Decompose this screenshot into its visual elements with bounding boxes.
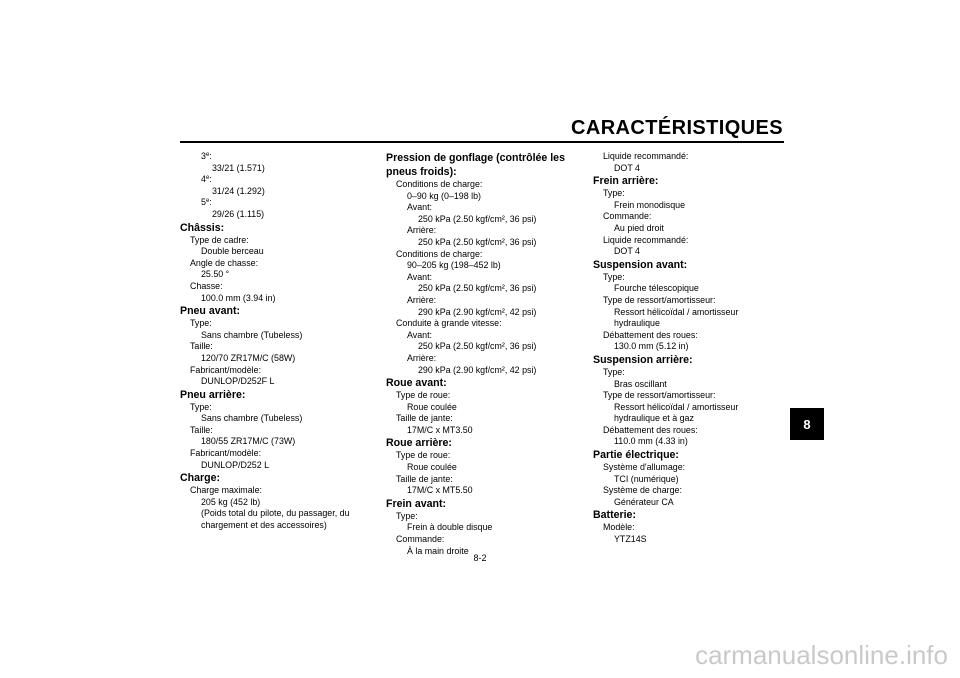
spec-value: 250 kPa (2.50 kgf/cm², 36 psi) [418, 341, 537, 352]
spec-value: Générateur CA [614, 496, 674, 507]
spec-value: hydraulique [614, 318, 660, 329]
spec-label: Conditions de charge: [396, 179, 483, 189]
spec-column-3 [593, 151, 783, 546]
section-heading: Partie électrique: [593, 449, 679, 462]
ordinal-number: 5 [201, 197, 206, 208]
section-heading: Roue arrière: [386, 437, 452, 450]
spec-label: Système de charge: [603, 485, 682, 496]
section-heading: Charge: [180, 472, 221, 485]
ordinal-colon: : [209, 174, 212, 185]
spec-label: Liquide recommandé: [603, 151, 689, 161]
spec-value: 290 kPa (2.90 kgf/cm², 42 psi) [418, 306, 537, 317]
spec-value: 17M/C x MT5.50 [407, 485, 473, 496]
spec-value: 25.50 ° [201, 269, 230, 280]
spec-value: 180/55 ZR17M/C (73W) [201, 436, 296, 447]
spec-value: 100.0 mm (3.94 in) [201, 292, 276, 303]
spec-label: Conditions de charge: [396, 248, 483, 259]
ordinal-colon: : [209, 151, 212, 161]
chapter-tab: 8 [790, 408, 824, 440]
spec-value: Bras oscillant [614, 378, 667, 389]
section-heading: Frein avant: [386, 497, 447, 510]
page-number: 8-2 [473, 553, 487, 563]
spec-label: Type de roue: [396, 450, 451, 461]
spec-value: 90–205 kg (198–452 lb) [407, 260, 501, 271]
spec-value: 120/70 ZR17M/C (58W) [201, 352, 296, 363]
spec-value: Roue coulée [407, 462, 457, 473]
section-heading: Frein arrière: [593, 175, 659, 188]
spec-value: À la main droite [407, 545, 469, 556]
spec-label: Fabricant/modèle: [190, 364, 262, 375]
spec-label: Conduite à grande vitesse: [396, 318, 502, 329]
spec-label: Chasse: [190, 280, 223, 291]
spec-label: Type de roue: [396, 390, 451, 401]
spec-value: Sans chambre (Tubeless) [201, 413, 303, 424]
spec-value: Arrière: [407, 225, 437, 236]
spec-label: Débattement des roues: [603, 424, 698, 435]
spec-label: Taille: [190, 424, 213, 435]
spec-value [180, 197, 370, 209]
spec-value: DOT 4 [614, 162, 640, 173]
spec-value: 205 kg (452 lb) [201, 496, 261, 507]
spec-value [180, 174, 370, 186]
section-heading: Suspension arrière: [593, 353, 693, 366]
spec-value [180, 151, 370, 163]
spec-label: Type: [603, 366, 625, 377]
spec-value: Sans chambre (Tubeless) [201, 329, 303, 340]
spec-value: Arrière: [407, 294, 437, 305]
spec-value: chargement et des accessoires) [201, 520, 327, 531]
spec-value: 250 kPa (2.50 kgf/cm², 36 psi) [418, 236, 537, 247]
spec-value: Avant: [407, 271, 432, 282]
spec-value: Ressort hélicoïdal / amortisseur [614, 306, 739, 317]
section-heading: Pression de gonflage (contrôlée les [386, 152, 565, 164]
spec-value: Frein monodisque [614, 199, 686, 210]
spec-value: 290 kPa (2.90 kgf/cm², 42 psi) [418, 364, 537, 375]
spec-column-1 [180, 151, 370, 532]
spec-value: Ressort hélicoïdal / amortisseur [614, 401, 739, 412]
spec-value: TCI (numérique) [614, 473, 679, 484]
title-rule [180, 141, 784, 143]
spec-value: 29/26 (1.115) [212, 208, 265, 219]
spec-label: Modèle: [603, 522, 635, 533]
spec-label: Système d'allumage: [603, 462, 686, 473]
section-heading: Châssis: [180, 221, 225, 234]
ordinal-number: 3 [201, 151, 206, 161]
spec-label: Type: [190, 401, 212, 412]
spec-label: Angle de chasse: [190, 257, 259, 268]
spec-value: DOT 4 [614, 246, 640, 257]
spec-value: DUNLOP/D252 L [201, 459, 270, 470]
spec-label: Charge maximale: [190, 485, 263, 496]
ordinal-number: 4 [201, 174, 206, 185]
spec-value: 33/21 (1.571) [212, 162, 265, 173]
section-heading: Pneu avant: [180, 305, 241, 318]
spec-label: Liquide recommandé: [603, 234, 689, 245]
section-heading: Batterie: [593, 509, 636, 522]
section-heading: pneus froids): [386, 166, 457, 178]
spec-value: 250 kPa (2.50 kgf/cm², 36 psi) [418, 283, 537, 294]
section-heading: Suspension avant: [593, 258, 688, 271]
spec-value: 250 kPa (2.50 kgf/cm², 36 psi) [418, 213, 537, 224]
spec-value: Avant: [407, 329, 432, 340]
spec-label: Type: [603, 271, 625, 282]
section-heading: Roue avant: [386, 377, 447, 390]
spec-label: Type de ressort/amortisseur: [603, 294, 716, 305]
spec-label: Commande: [396, 534, 445, 545]
spec-label: Débattement des roues: [603, 329, 698, 340]
spec-value: 0–90 kg (0–198 lb) [407, 190, 482, 201]
spec-label: Fabricant/modèle: [190, 448, 262, 459]
spec-value: (Poids total du pilote, du passager, du [201, 508, 350, 519]
spec-label: Taille de jante: [396, 473, 453, 484]
section-heading: Pneu arrière: [180, 388, 246, 401]
spec-value: Double berceau [201, 246, 264, 257]
spec-value: Roue coulée [407, 401, 457, 412]
spec-value: Frein à double disque [407, 522, 493, 533]
spec-value: 110.0 mm (4.33 in) [614, 436, 688, 447]
ordinal-colon: : [209, 197, 212, 208]
spec-label: Type: [190, 318, 212, 329]
spec-value: Au pied droit [614, 222, 664, 233]
spec-column-2 [386, 151, 576, 557]
ordinal-suffix: e [205, 152, 210, 158]
spec-value: Avant: [407, 202, 432, 213]
spec-label: Commande: [603, 211, 652, 222]
spec-value: 17M/C x MT3.50 [407, 424, 473, 435]
spec-label: Taille: [190, 341, 213, 352]
spec-label: Type de cadre: [190, 234, 249, 245]
page-title: CARACTÉRISTIQUES [571, 117, 783, 139]
spec-label: Type: [603, 188, 625, 199]
spec-value: YTZ14S [614, 534, 647, 545]
spec-label: Type de ressort/amortisseur: [603, 390, 716, 401]
watermark-text: carmanualsonline.info [695, 640, 948, 670]
ordinal-suffix: e [205, 175, 210, 182]
spec-value: Arrière: [407, 352, 437, 363]
spec-label: Taille de jante: [396, 413, 453, 424]
spec-value: DUNLOP/D252F L [201, 376, 275, 387]
spec-value: 31/24 (1.292) [212, 185, 265, 196]
ordinal-suffix: e [205, 198, 210, 205]
spec-label: Type: [396, 510, 418, 521]
spec-value: 130.0 mm (5.12 in) [614, 341, 689, 352]
spec-value: Fourche télescopique [614, 283, 699, 294]
spec-value: hydraulique et à gaz [614, 413, 694, 424]
